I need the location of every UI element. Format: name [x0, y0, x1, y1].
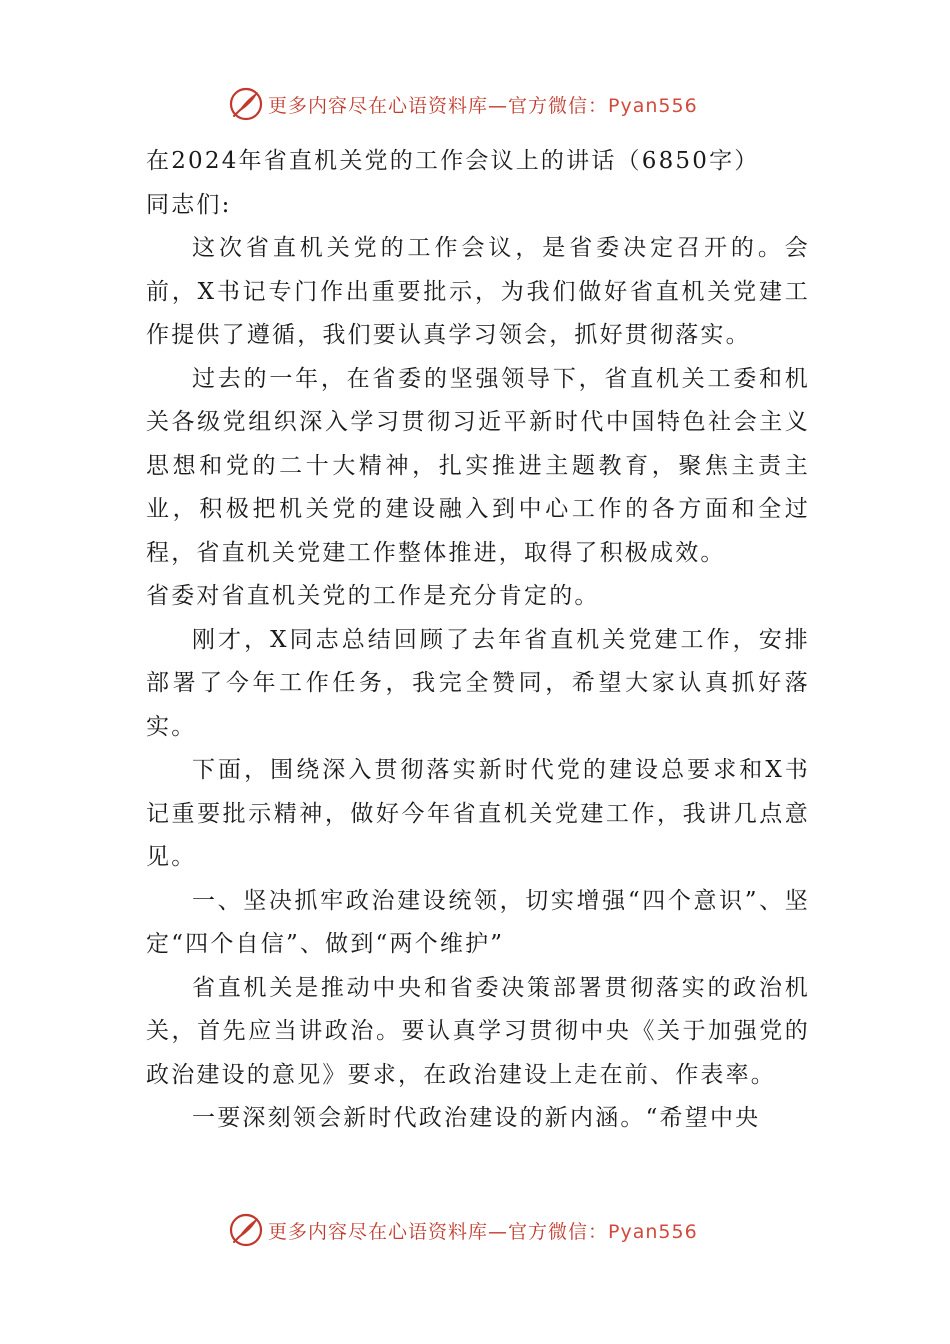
document-body	[146, 140, 810, 1141]
paragraph: 省直机关是推动中央和省委决策部署贯彻落实的政治机关，首先应当讲政治。要认真学习贯彻中央《关于加强党的政治建设的意见》要求，在政治建设上走在前、作表率。	[146, 974, 810, 1088]
paragraph-continuation: 省委对省直机关党的工作是充分肯定的。	[146, 583, 600, 609]
document-title: 在2024年省直机关党的工作会议上的讲话（6850字）	[146, 148, 760, 174]
watermark-wechat-id: Pyan556	[608, 1220, 698, 1243]
salutation: 同志们:	[146, 191, 232, 218]
quill-logo-icon	[228, 86, 264, 122]
paragraph: 一要深刻领会新时代政治建设的新内涵。“希望中央	[192, 1105, 761, 1131]
quill-logo-icon	[228, 1212, 264, 1248]
section-heading: 一、坚决抓牢政治建设统领，切实增强“四个意识”、坚定“四个自信”、做到“两个维护”	[146, 887, 810, 957]
watermark-text: 更多内容尽在心语资料库—官方微信：Pyan556	[268, 94, 698, 117]
paragraph: 刚才，X同志总结回顾了去年省直机关党建工作，安排部署了今年工作任务，我完全赞同，希望大家认真抓好落实。	[146, 626, 810, 740]
watermark-footer	[228, 1210, 698, 1250]
watermark-text: 更多内容尽在心语资料库—官方微信：Pyan556	[268, 1220, 698, 1243]
paragraph: 过去的一年，在省委的坚强领导下，省直机关工委和机关各级党组织深入学习贯彻习近平新时代中国特色社会主义思想和党的二十大精神，扎实推进主题教育，聚焦主责主业，积极把机关党的建设融入到中心工作的各方面和全过程，省直机关党建工作整体推进，取得了积极成效。	[146, 365, 810, 566]
watermark-header	[228, 84, 698, 124]
paragraph: 下面，围绕深入贯彻落实新时代党的建设总要求和X书记重要批示精神，做好今年省直机关党建工作，我讲几点意见。	[146, 757, 810, 870]
paragraph: 这次省直机关党的工作会议，是省委决定召开的。会前，X书记专门作出重要批示，为我们做好省直机关党建工作提供了遵循，我们要认真学习领会，抓好贯彻落实。	[146, 235, 810, 348]
watermark-wechat-id: Pyan556	[608, 94, 698, 117]
